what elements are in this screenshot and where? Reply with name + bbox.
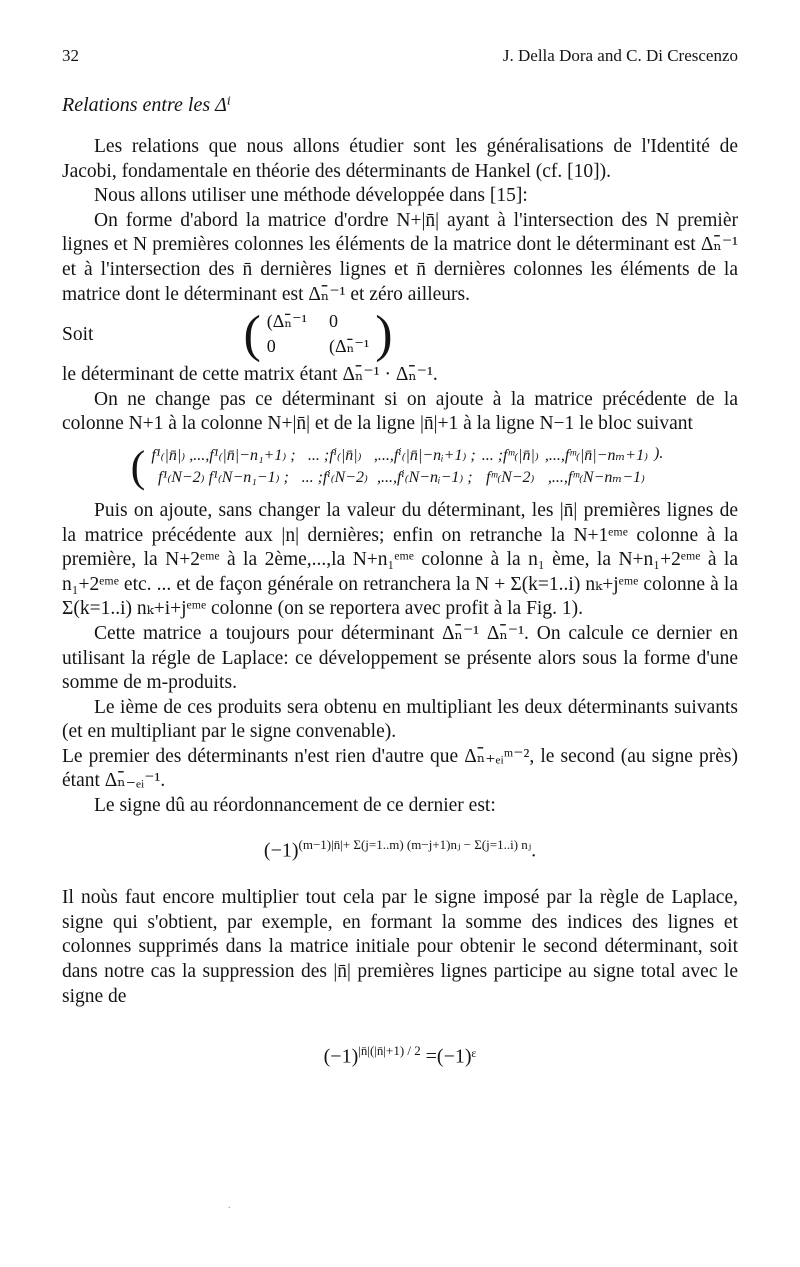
left-paren: (	[243, 306, 261, 364]
paragraph-5: le déterminant de cette matrix étant Δₙ̄⁻¹ · Δₙ̄⁻¹.	[62, 364, 438, 386]
final-base: (−1)	[323, 1045, 359, 1068]
soit-label: Soit	[62, 323, 94, 345]
matrix-a21: 0	[266, 336, 276, 357]
bloc-r1c4: ... ;fᵐ₍|n̄|₎	[481, 446, 539, 464]
paragraph-12: Il noùs faut encore multiplier tout cela par le signe imposé par la règle de Laplace, signe qui s'obtient, par exemple, en formant la somme des indices des lignes et colonnes supprimés dans la matrice initiale pour obtenir le second déterminant, soit dans notre cas la suppression des |n̄| premières lignes participe au signe total avec le signe de	[62, 887, 738, 1007]
bloc-r2c2: ... ;fⁱ₍N−2₎	[301, 468, 368, 486]
matrix-a22: (Δₙ̄⁻¹	[329, 336, 370, 357]
sign-equation	[62, 837, 738, 863]
sign-exponent: (m−1)|n̄|+ Σ(j=1..m) (m−j+1)nⱼ − Σ(j=1..i) nⱼ	[298, 836, 532, 852]
bloc-r1c1: f¹₍|n̄|₎ ,...,f¹₍|n̄|−n₁+1₎ ;	[151, 446, 296, 464]
bloc-r1c3: ,...,fⁱ₍|n̄|−nᵢ+1₎ ;	[373, 446, 476, 464]
bloc-r2c5: ,...,fᵐ₍N−nₘ−1₎	[547, 468, 645, 486]
final-rhs: =(−1)ᵋ	[425, 1045, 477, 1068]
block-matrix	[243, 307, 392, 363]
matrix-a12: 0	[329, 311, 339, 332]
page-number: 32	[62, 46, 79, 65]
bloc-r2c4: fᵐ₍N−2₎	[486, 468, 535, 486]
paragraph-9: Le ième de ces produits sera obtenu en multipliant les deux déterminants suivants (et en multipliant par le signe convenable).	[62, 696, 738, 743]
soit-block	[62, 307, 738, 363]
paragraph-11: Le signe dû au réordonnancement de ce dernier est:	[94, 795, 496, 817]
paragraph-1: Les relations que nous allons étudier sont les généralisations de l'Identité de Jacobi, fondamentale en théorie des déterminants de Hankel (cf. [10]).	[62, 136, 738, 182]
bloc-matrix	[131, 443, 670, 491]
bloc-r1c6: ).	[654, 444, 664, 462]
bloc-r2c1: f¹₍N−2₎ f¹₍N−n₁−1₎ ;	[158, 468, 289, 486]
bloc-r1c2: ... ;fⁱ₍|n̄|₎	[307, 446, 362, 464]
section-title: Relations entre les Δⁱ	[62, 94, 231, 116]
paragraph-7: Puis on ajoute, sans changer la valeur du déterminant, les |n̄| premières lignes de la matrice précédente aux |n| dernières; enfin on retranche la N+1ᵉᵐᵉ colonne à la première, la N+2ᵉᵐᵉ à la 2ème,...,la N+n₁ᵉᵐᵉ colonne à la n₁ ème, la N+n₁+2ᵉᵐᵉ à la n₁+2ᵉᵐᵉ etc. ... et de façon générale on retranchera la N + Σ(k=1..i) nₖ+jᵉᵐᵉ colonne à la Σ(k=1..i) nₖ+i+jᵉᵐᵉ colonne (on se reportera avec profit à la Fig. 1).	[62, 499, 738, 620]
page	[62, 46, 738, 1075]
paragraph-10: Le premier des déterminants n'est rien d'autre que Δₙ̄₊ₑᵢᵐ⁻², le second (au signe près) étant Δₙ̄₋ₑᵢ⁻¹.	[62, 745, 738, 792]
bloc-r2c6	[654, 467, 663, 489]
paragraph-8: Cette matrice a toujours pour déterminant Δₙ̄⁻¹ Δₙ̄⁻¹. On calcule ce dernier en utilisant la régle de Laplace: ce développement se présente alors sous la forme d'une somme de m-produits.	[62, 622, 738, 694]
bloc-r1c5: ,...,fᵐ₍|n̄|−nₘ+1₎	[544, 446, 648, 464]
matrix-a11: (Δₙ̄⁻¹	[266, 311, 308, 332]
paragraph-2: Nous allons utiliser une méthode développée dans [15]:	[94, 185, 528, 207]
paragraph-6: On ne change pas ce déterminant si on ajoute à la matrice précédente de la colonne N+1 à la colonne N+|n̄| et de la ligne |n̄|+1 à la ligne N−1 le bloc suivant	[62, 388, 738, 435]
paragraph-3: On forme d'abord la matrice d'ordre N+|n̄| ayant à l'intersection des N premièr lignes et N premières colonnes les éléments de la matrice dont le déterminant est Δₙ̄⁻¹ et à l'intersection des n̄ dernières lignes et n̄ dernières colonnes les éléments de la matrice dont le déterminant est Δₙ̄⁻¹ et zéro ailleurs.	[62, 209, 738, 305]
stray-mark: .	[228, 1200, 231, 1211]
bloc-r2c3: ,...,fⁱ₍N−nᵢ−1₎ ;	[376, 468, 473, 486]
authors: J. Della Dora and C. Di Crescenzo	[502, 46, 738, 65]
sign-tail: .	[531, 840, 537, 862]
bloc-left-paren: (	[130, 441, 146, 491]
bloc-equation	[62, 443, 738, 491]
running-header	[62, 46, 738, 70]
final-equation	[62, 1043, 738, 1069]
final-exponent: |n̄|(|n̄|+1) / 2	[358, 1043, 421, 1059]
sign-base: (−1)	[263, 839, 299, 862]
bloc-grid	[145, 443, 669, 491]
matrix-grid	[261, 307, 376, 363]
right-paren: )	[375, 306, 393, 364]
